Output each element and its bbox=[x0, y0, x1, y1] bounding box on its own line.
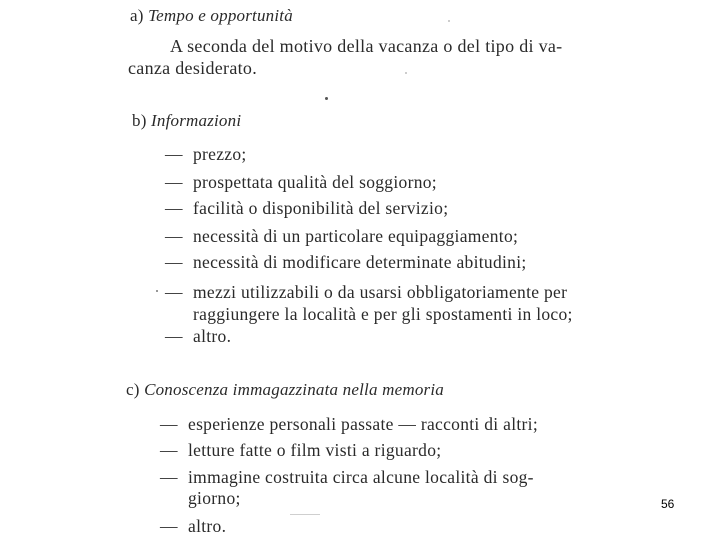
list-dash: — bbox=[160, 414, 178, 434]
scan-speck bbox=[448, 20, 450, 22]
list-dash: — bbox=[165, 172, 183, 192]
section-a-heading bbox=[130, 6, 293, 26]
list-dash: — bbox=[165, 282, 183, 302]
list-dash: — bbox=[160, 467, 178, 487]
list-dash: — bbox=[160, 516, 178, 536]
section-c-item bbox=[160, 440, 441, 461]
section-b-item bbox=[165, 172, 437, 193]
item-text: prospettata qualità del soggiorno; bbox=[193, 172, 437, 192]
section-c-item bbox=[160, 414, 538, 435]
item-text: prezzo; bbox=[193, 144, 247, 164]
section-b-heading bbox=[132, 111, 241, 131]
item-text: altro. bbox=[193, 326, 232, 346]
list-dash: — bbox=[165, 252, 183, 272]
section-a-marker: a) bbox=[130, 6, 144, 25]
section-c-title: Conoscenza immagazzinata nella memoria bbox=[144, 380, 444, 399]
item-text: facilità o disponibilità del servizio; bbox=[193, 198, 449, 218]
item-text: mezzi utilizzabili o da usarsi obbligatoriamente per bbox=[193, 282, 568, 302]
section-c-item-continuation: giorno; bbox=[188, 488, 241, 508]
list-dash: — bbox=[165, 144, 183, 164]
section-a-text-line-1: A seconda del motivo della vacanza o del tipo di va- bbox=[170, 36, 563, 56]
section-b-item-continuation: raggiungere la località e per gli spostamenti in loco; bbox=[193, 304, 573, 324]
section-b-item bbox=[165, 144, 247, 165]
scan-speck bbox=[290, 514, 320, 515]
section-b-item bbox=[165, 226, 518, 247]
section-a-title: Tempo e opportunità bbox=[148, 6, 293, 25]
scan-speck bbox=[156, 290, 158, 292]
item-text: letture fatte o film visti a riguardo; bbox=[188, 440, 442, 460]
section-c-marker: c) bbox=[126, 380, 140, 399]
page-number: 56 bbox=[661, 497, 675, 511]
scan-speck bbox=[405, 72, 407, 74]
scan-speck bbox=[325, 97, 328, 100]
section-c-heading bbox=[126, 380, 444, 400]
list-dash: — bbox=[160, 440, 178, 460]
section-c-item bbox=[160, 467, 534, 488]
item-text: necessità di un particolare equipaggiamento; bbox=[193, 226, 519, 246]
item-text: immagine costruita circa alcune località di sog- bbox=[188, 467, 534, 487]
section-b-item bbox=[165, 326, 231, 347]
section-b-item bbox=[165, 282, 567, 303]
section-b-marker: b) bbox=[132, 111, 147, 130]
item-text: necessità di modificare determinate abitudini; bbox=[193, 252, 527, 272]
section-b-title: Informazioni bbox=[151, 111, 242, 130]
list-dash: — bbox=[165, 326, 183, 346]
section-b-item bbox=[165, 198, 448, 219]
section-c-item bbox=[160, 516, 226, 537]
section-a-text-line-2: canza desiderato. bbox=[128, 58, 258, 78]
list-dash: — bbox=[165, 198, 183, 218]
item-text: altro. bbox=[188, 516, 227, 536]
section-b-item bbox=[165, 252, 527, 273]
item-text: esperienze personali passate — racconti di altri; bbox=[188, 414, 538, 434]
list-dash: — bbox=[165, 226, 183, 246]
